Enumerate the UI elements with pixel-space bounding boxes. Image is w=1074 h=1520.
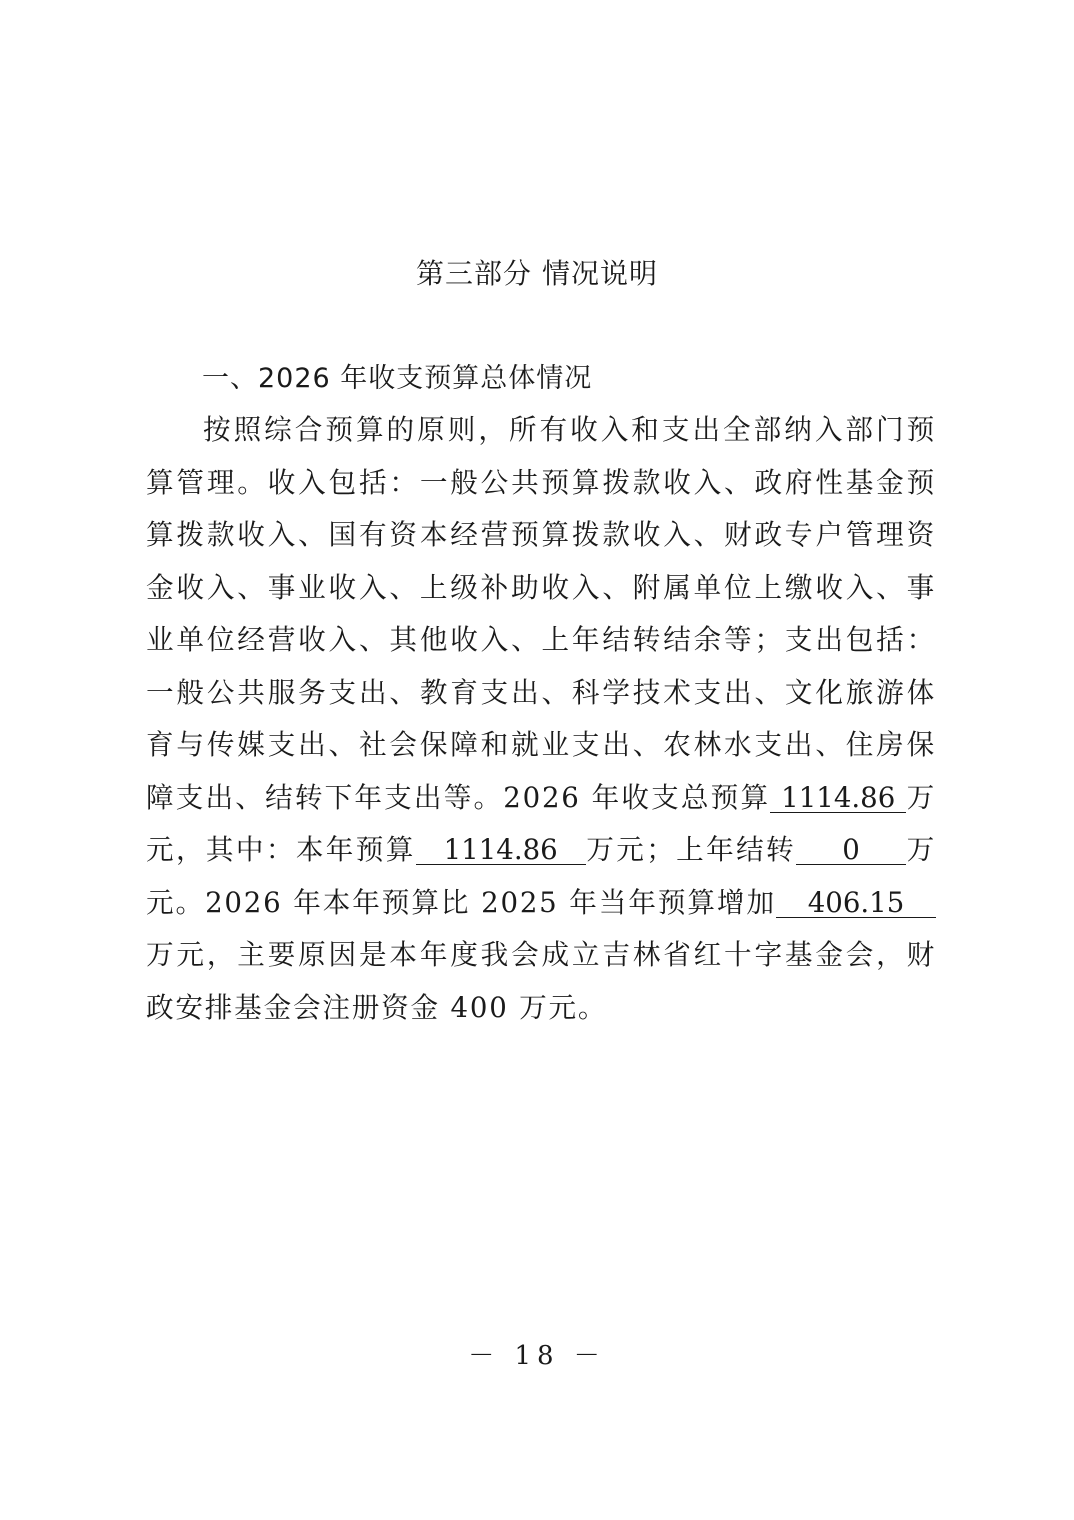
paragraph-text-5: 万元，主要原因是本年度我会成立吉林省红十字基金会，财政安排基金会注册资金 400 万元。 (146, 938, 936, 1024)
total-budget-blank: 1114.86 (770, 784, 906, 813)
section-heading: 一、2026 年收支预算总体情况 (202, 363, 593, 394)
increase-blank: 406.15 (776, 889, 936, 918)
page-title: 第三部分 情况说明 (416, 257, 658, 290)
carryover-blank: 0 (796, 836, 906, 865)
paragraph-text-1: 按照综合预算的原则，所有收入和支出全部纳入部门预算管理。收入包括：一般公共预算拨款收入、政府性基金预算拨款收入、国有资本经营预算拨款收入、财政专户管理资金收入、事业收入、上级补助收入、附属单位上缴收入、事业单位经营收入、其他收入、上年结转结余等；支出包括：一般公共服务支出、教育支出、科学技术支出、文化旅游体育与传媒支出、社会保障和就业支出、农林水支出、住房保障支出、结转下年支出等。2026 年收支总预算 (146, 413, 936, 814)
paragraph-text-3: 万元；上年结转 (585, 833, 797, 866)
current-year-budget-blank: 1114.86 (416, 836, 586, 865)
paragraph-text-2: 万元，其中：本年预算 (146, 780, 936, 866)
page-number: － 18 － (468, 1341, 606, 1371)
body-paragraph (146, 404, 936, 1034)
paragraph-text-4: 万元。2026 年本年预算比 2025 年当年预算增加 (146, 833, 936, 919)
